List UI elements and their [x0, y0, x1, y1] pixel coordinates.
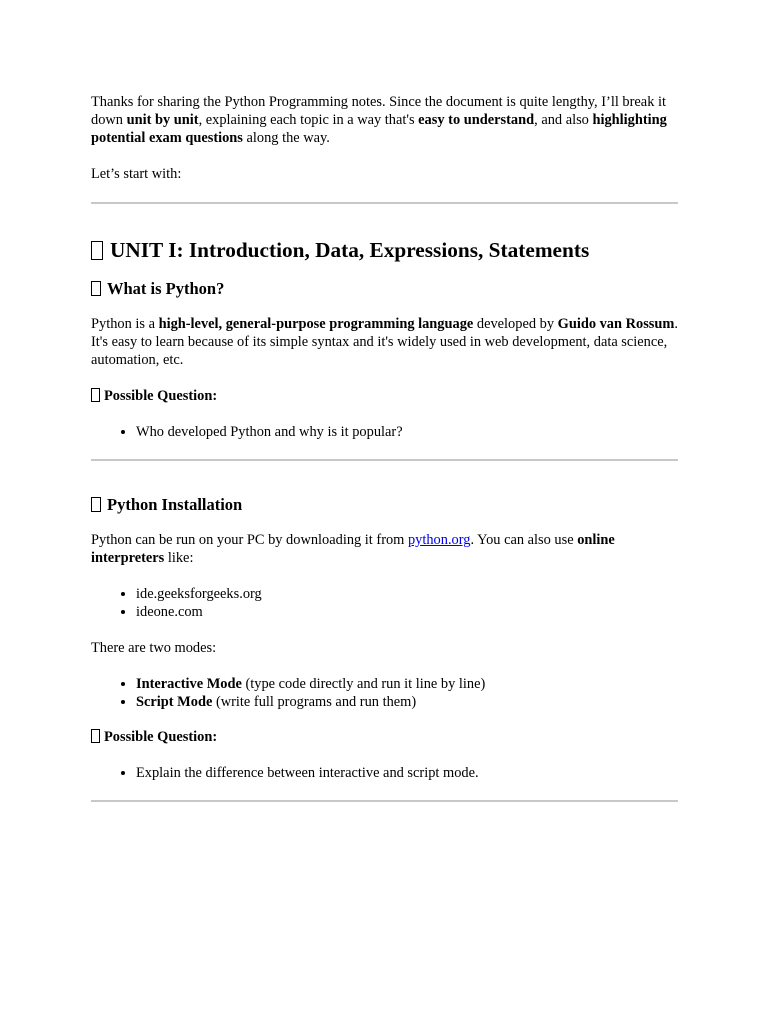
install-text-3: like: — [164, 550, 194, 566]
intro-bold-1: unit by unit — [126, 112, 199, 128]
intro-paragraph — [91, 93, 678, 147]
divider — [91, 800, 678, 802]
mode-name: Interactive Mode — [136, 676, 242, 692]
what-text-3: . It's easy to learn because of its simple syntax and it's widely used in web development, data science, automation, etc. — [91, 316, 678, 368]
install-bold-1: online interpreters — [91, 532, 615, 566]
missing-glyph-icon — [91, 497, 101, 512]
intro-text-1: Thanks for sharing the Python Programming notes. Since the document is quite lengthy, I’ll break it down — [91, 94, 666, 128]
python-installation-heading-text: Python Installation — [107, 495, 243, 514]
possible-question-text: Possible Question: — [104, 388, 218, 404]
question-list — [91, 423, 678, 441]
python-installation-heading — [91, 494, 678, 516]
what-bold-2: Guido van Rossum — [557, 316, 675, 332]
mode-desc: (type code directly and run it line by line) — [241, 676, 486, 692]
possible-question-label — [91, 728, 678, 746]
missing-glyph-icon — [91, 388, 100, 402]
missing-glyph-icon — [91, 729, 100, 743]
missing-glyph-icon — [91, 241, 103, 260]
list-item: • ide.geeksforgeeks.org — [136, 585, 678, 603]
what-text-1: Python is a — [91, 316, 159, 332]
what-bold-1: high-level, general-purpose programming language — [158, 316, 474, 332]
possible-question-text: Possible Question: — [104, 729, 218, 745]
python-org-link[interactable]: python.org — [407, 532, 471, 548]
unit-title-text: UNIT I: Introduction, Data, Expressions, Statements — [110, 238, 590, 262]
intro-bold-3: highlighting potential exam questions — [91, 112, 667, 146]
interpreter-list — [91, 585, 678, 621]
list-item — [136, 675, 678, 693]
what-text-2: developed by — [473, 316, 558, 332]
document-body — [91, 93, 678, 802]
install-text-1: Python can be run on your PC by downloading it from — [91, 532, 408, 548]
intro-text-3: , and also — [534, 112, 593, 128]
list-item: • Explain the difference between interactive and script mode. — [136, 764, 678, 782]
possible-question-label — [91, 387, 678, 405]
what-is-python-heading-text: What is Python? — [107, 279, 225, 298]
missing-glyph-icon — [91, 281, 101, 296]
installation-paragraph — [91, 531, 678, 567]
mode-name: Script Mode — [136, 694, 213, 710]
divider — [91, 202, 678, 204]
list-item — [136, 693, 678, 711]
install-text-2: . You can also use — [470, 532, 578, 548]
list-item: • ideone.com — [136, 603, 678, 621]
mode-desc: (write full programs and run them) — [212, 694, 417, 710]
unit-title — [91, 236, 678, 264]
question-list — [91, 764, 678, 782]
modes-intro-text: There are two modes: — [91, 640, 217, 656]
lets-start-text: Let’s start with: — [91, 166, 182, 182]
list-item: • Who developed Python and why is it popular? — [136, 423, 678, 441]
modes-list — [91, 675, 678, 711]
what-is-python-paragraph — [91, 315, 678, 369]
intro-text-2: , explaining each topic in a way that's — [198, 112, 419, 128]
intro-text-4: along the way. — [242, 130, 330, 146]
what-is-python-heading — [91, 278, 678, 300]
divider — [91, 459, 678, 461]
intro-bold-2: easy to understand — [418, 112, 535, 128]
